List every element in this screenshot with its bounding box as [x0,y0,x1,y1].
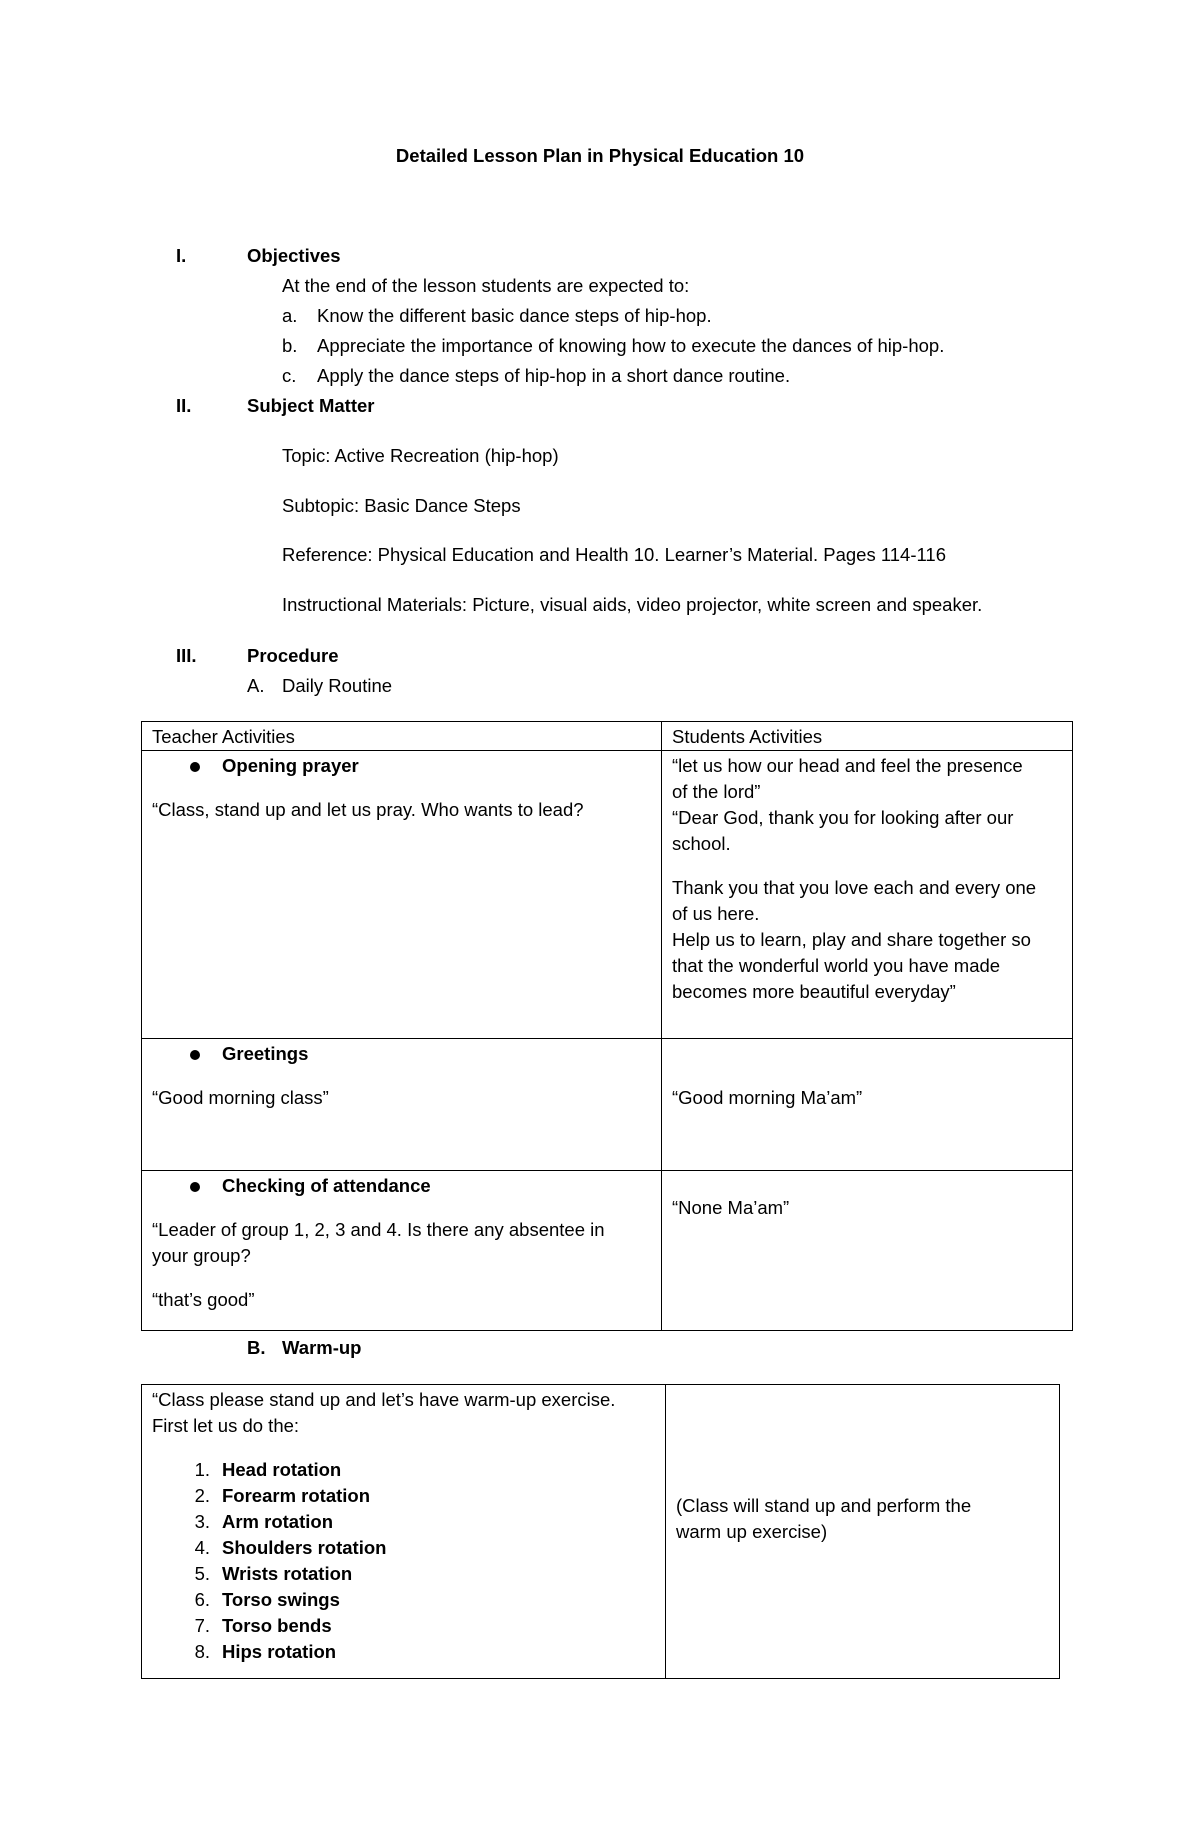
list-item: 8. Hips rotation [194,1641,337,1662]
teacher-text: your group? [152,1245,251,1266]
column-header: Teacher Activities [142,722,662,751]
section-heading: Objectives [247,245,341,266]
table-header-row [142,722,1073,751]
student-text: that the wonderful world you have made [672,955,1001,976]
list-marker: a. [282,305,298,326]
list-marker: b. [282,335,298,356]
bullet-icon [190,1182,200,1192]
list-item: 5. Wrists rotation [194,1563,353,1584]
student-text: “None Ma’am” [672,1197,790,1218]
list-item: 6. Torso swings [194,1589,340,1610]
section-number: II. [176,395,192,416]
bullet-icon [190,762,200,772]
page-title: Detailed Lesson Plan in Physical Education 10 [395,145,805,166]
subsection-heading: Warm-up [282,1337,362,1358]
student-text: “Good morning Ma’am” [672,1087,863,1108]
teacher-text: “Class, stand up and let us pray. Who wants to lead? [152,799,584,820]
objective-item: Know the different basic dance steps of hip-hop. [317,305,712,326]
section-heading: Procedure [247,645,339,666]
student-text: of us here. [672,903,760,924]
list-item: 2. Forearm rotation [194,1485,371,1506]
student-text: school. [672,833,731,854]
teacher-text: “Good morning class” [152,1087,329,1108]
list-item: 7. Torso bends [194,1615,332,1636]
exercise-list [152,1457,655,1665]
student-text: (Class will stand up and perform the [676,1495,972,1516]
table-row [142,1171,1073,1331]
section-number: I. [176,245,187,266]
list-item: 4. Shoulders rotation [194,1537,387,1558]
list-marker: A. [247,675,265,696]
teacher-text: “Leader of group 1, 2, 3 and 4. Is there any absentee in [152,1219,605,1240]
student-text: “let us how our head and feel the presence [672,755,1023,776]
student-text: Thank you that you love each and every one [672,877,1037,898]
materials-line: Instructional Materials: Picture, visual aids, video projector, white screen and speaker. [282,594,983,615]
table-row [142,751,1073,1039]
activity-title: Opening prayer [222,755,359,776]
list-item: 1. Head rotation [194,1459,342,1480]
column-header: Students Activities [662,722,1073,751]
student-text: becomes more beautiful everyday” [672,981,956,1002]
subsection-heading: Daily Routine [282,675,393,696]
objectives-intro: At the end of the lesson students are expected to: [282,275,690,296]
warmup-intro: “Class please stand up and let’s have warm-up exercise. [152,1389,616,1410]
reference-line: Reference: Physical Education and Health 10. Learner’s Material. Pages 114-116 [282,544,947,565]
activity-title: Checking of attendance [222,1175,431,1196]
bullet-icon [190,1050,200,1060]
objective-item: Apply the dance steps of hip-hop in a short dance routine. [317,365,791,386]
table-row [142,1039,1073,1171]
student-text: Help us to learn, play and share together so [672,929,1031,950]
student-text: of the lord” [672,781,761,802]
teacher-text: “that’s good” [152,1289,255,1310]
objective-item: Appreciate the importance of knowing how to execute the dances of hip-hop. [317,335,945,356]
topic-line: Topic: Active Recreation (hip-hop) [282,445,559,466]
section-heading: Subject Matter [247,395,375,416]
subtopic-line: Subtopic: Basic Dance Steps [282,495,521,516]
list-item: 3. Arm rotation [194,1511,333,1532]
daily-routine-table [141,721,1073,1331]
list-marker: c. [282,365,297,386]
activity-title: Greetings [222,1043,309,1064]
section-number: III. [176,645,197,666]
warmup-table [141,1384,1060,1679]
warmup-intro: First let us do the: [152,1415,300,1436]
table-row [142,1385,1060,1679]
student-text: warm up exercise) [676,1521,828,1542]
list-marker: B. [247,1337,266,1358]
student-text: “Dear God, thank you for looking after our [672,807,1014,828]
